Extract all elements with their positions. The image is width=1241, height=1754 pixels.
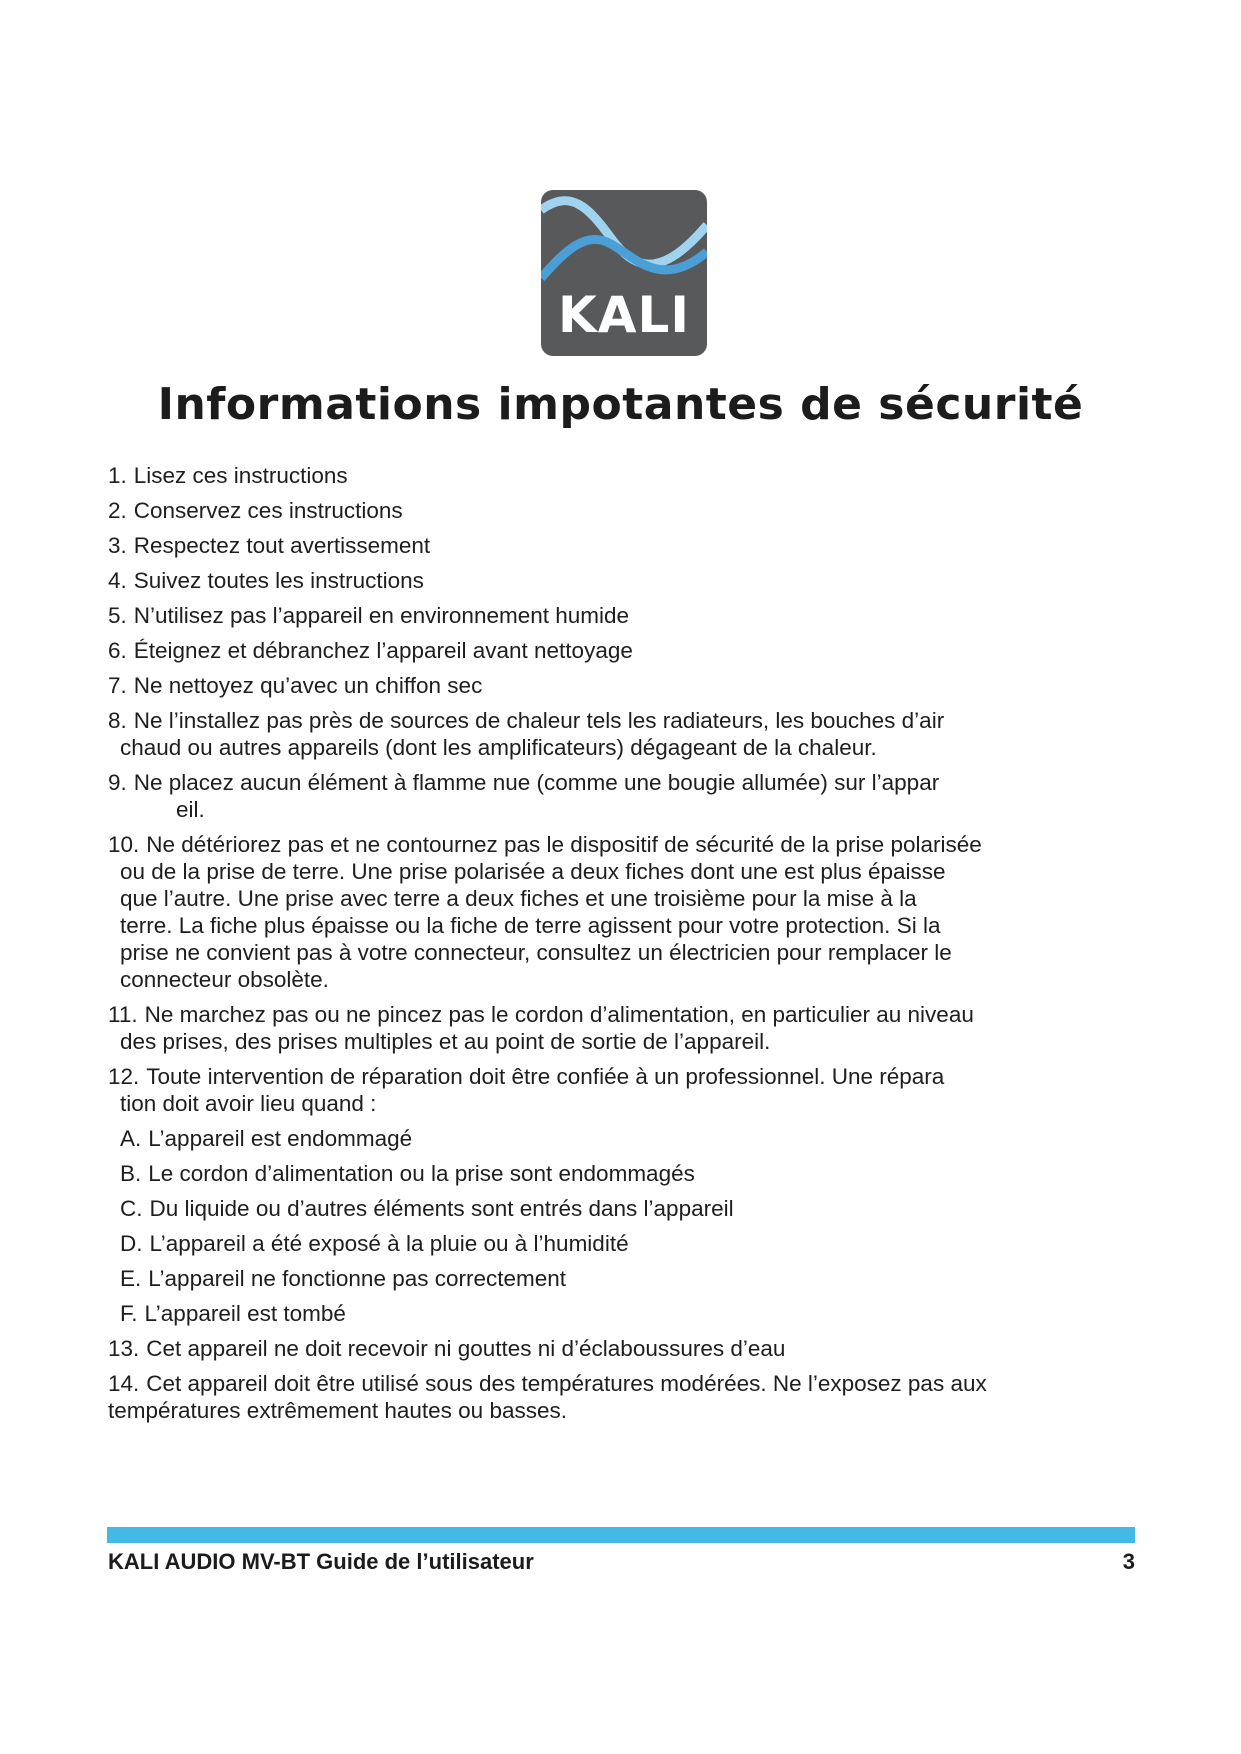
sub-list-item: F. L’appareil est tombé bbox=[120, 1301, 346, 1326]
list-item: 7. Ne nettoyez qu’avec un chiffon sec bbox=[108, 673, 483, 698]
list-item: 1. Lisez ces instructions bbox=[108, 463, 348, 488]
sub-list-item: C. Du liquide ou d’autres éléments sont entrés dans l’appareil bbox=[120, 1196, 734, 1221]
list-item: 8. Ne l’installez pas près de sources de chaleur tels les radiateurs, les bouches d’air chaud ou autres appareils (dont les amplificateurs) dégageant de la chaleur. bbox=[108, 708, 945, 760]
logo-wordmark: KALI bbox=[558, 286, 690, 344]
sub-list-item: E. L’appareil ne fonctionne pas correctement bbox=[120, 1266, 567, 1291]
list-item: 14. Cet appareil doit être utilisé sous des températures modérées. Ne l’exposez pas aux températures extrêmement hautes ou basses. bbox=[108, 1371, 987, 1423]
list-item: 4. Suivez toutes les instructions bbox=[108, 568, 424, 593]
list-item: 5. N’utilisez pas l’appareil en environnement humide bbox=[108, 603, 630, 628]
page-number: 3 bbox=[1122, 1549, 1135, 1574]
list-item: 12. Toute intervention de réparation doit être confiée à un professionnel. Une répara tion doit avoir lieu quand : bbox=[108, 1064, 945, 1116]
footer-title: KALI AUDIO MV-BT Guide de l’utilisateur bbox=[108, 1549, 534, 1574]
list-item: 3. Respectez tout avertissement bbox=[108, 533, 431, 558]
list-item: 11. Ne marchez pas ou ne pincez pas le cordon d’alimentation, en particulier au niveau des prises, des prises multiples et au point de sortie de l’appareil. bbox=[108, 1002, 974, 1054]
sub-list-item: D. L’appareil a été exposé à la pluie ou à l’humidité bbox=[120, 1231, 629, 1256]
list-item: 10. Ne détériorez pas et ne contournez pas le dispositif de sécurité de la prise polarisée ou de la prise de terre. Une prise polarisée a deux fiches dont une est plus épaisse que l’autre. Une prise avec terre a deux fiches et une troisième pour la mise à la terre. La fiche plus épaisse ou la fiche de terre agissent pour votre protection. Si la prise ne convient pas à votre connecteur, consultez un électricien pour remplacer le connecteur obsolète. bbox=[108, 832, 982, 992]
sub-list-item: A. L’appareil est endommagé bbox=[120, 1126, 413, 1151]
list-item: 2. Conservez ces instructions bbox=[108, 498, 403, 523]
sub-list-item: B. Le cordon d’alimentation ou la prise sont endommagés bbox=[120, 1161, 695, 1186]
list-item: 6. Éteignez et débranchez l’appareil avant nettoyage bbox=[108, 638, 633, 663]
kali-logo bbox=[541, 190, 707, 356]
list-item: 13. Cet appareil ne doit recevoir ni gouttes ni d’éclaboussures d’eau bbox=[108, 1336, 786, 1361]
footer-accent-bar bbox=[107, 1527, 1135, 1543]
list-item: 9. Ne placez aucun élément à flamme nue (comme une bougie allumée) sur l’appar eil. bbox=[108, 770, 940, 822]
page-title: Informations impotantes de sécurité bbox=[157, 379, 1084, 430]
safety-instructions-list bbox=[108, 462, 1108, 1432]
